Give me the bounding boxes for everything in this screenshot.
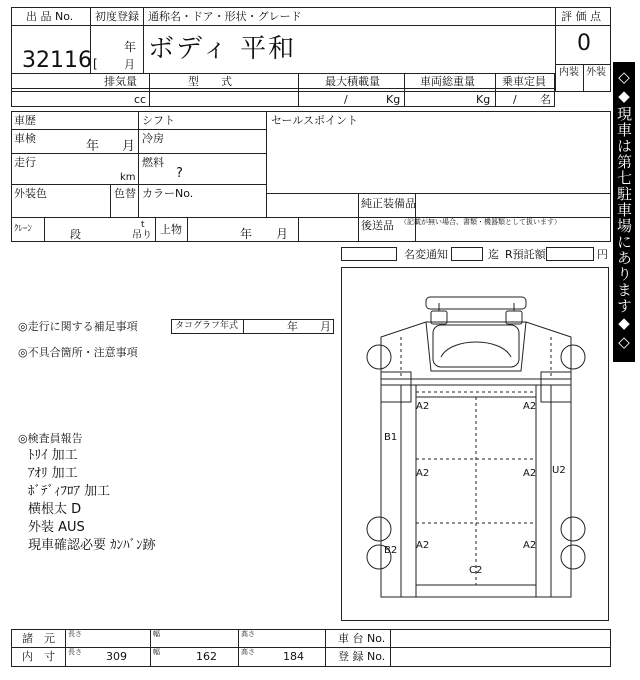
tachograph-month-unit: 月 [320,320,331,333]
inspector-report-line: 現車確認必要 ｶﾝﾊﾞﾝ跡 [28,538,156,553]
shift-label: シフト [142,114,175,127]
registration-month-unit: 月 [124,58,135,71]
recycle-deposit-field [546,247,594,261]
damage-front-right: A2 [523,401,537,412]
score-value: 0 [577,31,591,56]
upper-month-unit: 月 [276,227,289,241]
dimensions-table [11,629,611,667]
crane-label: ｸﾚｰﾝ [14,224,33,234]
location-banner-text: ◇◆現車は第七駐車場にあります◆◇ [615,68,633,352]
deadline-label: 迄 [488,248,499,261]
damage-rear-gate: C2 [469,565,483,576]
inner-width-label: 幅 [153,648,160,656]
inspector-report-line: ﾄﾘｲ 加工 [28,448,78,463]
inspection-month-unit: 月 [122,139,136,154]
damage-right-side: U2 [552,465,566,476]
defects-heading: ◎不具合箇所・注意事項 [18,346,138,359]
inner-height-label: 高さ [241,648,255,656]
air-conditioning-label: 冷房 [142,132,164,145]
lot-number: 32116 [22,48,92,73]
first-registration-label: 初度登録 [95,10,139,23]
name-change-notice-label: 名変通知 [404,248,448,261]
later-sent-label: 後送品 [361,219,394,232]
inspector-report-line: 外装 AUS [28,520,85,535]
fuel-label: 燃料 [142,156,164,169]
model-type-label: 型 式 [188,75,232,88]
color-code-label: カラーNo. [142,187,194,200]
spec-height-label: 高さ [241,630,255,638]
upper-year-unit: 年 [240,227,253,241]
name-change-field [451,247,483,261]
tachograph-label: タコグラフ年式 [175,321,239,331]
displacement-label: 排気量 [104,75,137,88]
exterior-grade-label: 外装 [586,67,606,78]
inner-length-label: 長さ [68,648,82,656]
mileage-unit: km [120,172,136,183]
yen-label: 円 [597,248,608,261]
registration-year-unit: 年 [124,40,137,54]
inner-width-value: 162 [196,650,217,663]
capacity-unit: 名 [540,93,551,106]
damage-mid-right: A2 [523,468,537,479]
later-sent-note: （記載が無い場合、書類・機器類として扱います） [400,218,561,226]
lot-number-label: 出 品 No. [26,10,74,23]
inspection-year-unit: 年 [86,139,100,154]
damage-front-left: A2 [416,401,430,412]
registration-bracket: [ [93,57,98,71]
damage-mid-left: A2 [416,468,430,479]
inspector-report-line: ﾎﾞﾃﾞｨﾌﾛｱ 加工 [28,484,111,499]
capacity-label: 乗車定員 [502,75,546,88]
capacity-slash: / [513,93,517,106]
gross-weight-label: 車両総重量 [420,75,475,88]
damage-left-side: B1 [384,432,398,443]
max-load-unit: Kg [386,93,401,106]
blank-field [341,247,397,261]
genuine-equipment-label: 純正装備品 [361,197,416,210]
color-change-label: 色替 [114,187,136,200]
sales-point-label: セールスポイント [271,114,359,127]
max-load-label: 最大積載量 [325,75,380,88]
vehicle-name-label: 通称名・ドア・形状・グレード [148,10,302,23]
crane-hang-label: 吊り [132,230,152,241]
inner-height-value: 184 [283,650,304,663]
fuel-value: ? [176,166,183,181]
history-label: 車歴 [14,114,36,127]
crane-ton-unit: t [141,220,145,230]
inspector-report-heading: ◎検査員報告 [18,432,83,445]
gross-weight-unit: Kg [476,93,491,106]
spec-length-label: 長さ [68,630,82,638]
displacement-unit: cc [134,93,147,106]
damage-rear-right: A2 [523,540,537,551]
damage-rear-left: A2 [416,540,430,551]
crane-stage-unit: 段 [70,228,81,241]
score-label: 評 価 点 [561,10,601,23]
chassis-number-label: 車 台 No. [338,632,386,645]
interior-grade-label: 内装 [559,67,579,78]
inspector-report-line: 横根太 D [28,502,82,517]
inspection-label: 車検 [14,132,36,145]
spec-row-label: 諸 元 [22,632,55,645]
inner-row-label: 内 寸 [22,650,55,663]
spec-width-label: 幅 [153,630,160,638]
max-load-slash: / [344,93,348,106]
vehicle-model-name: ボディ 平和 [148,34,297,64]
inspector-report-lines [28,447,318,555]
damage-rear-left-side: B2 [384,545,398,556]
inner-length-value: 309 [106,650,127,663]
mileage-label: 走行 [14,156,36,169]
tachograph-year-unit: 年 [287,320,298,333]
upper-body-label: 上物 [160,223,182,236]
exterior-color-label: 外装色 [14,187,47,200]
recycle-deposit-label: R預託額 [505,248,546,261]
inspector-report-line: ｱｵﾘ 加工 [28,466,78,481]
registration-number-label: 登 録 No. [338,650,386,663]
driving-notes-heading: ◎走行に関する補足事項 [18,320,138,333]
